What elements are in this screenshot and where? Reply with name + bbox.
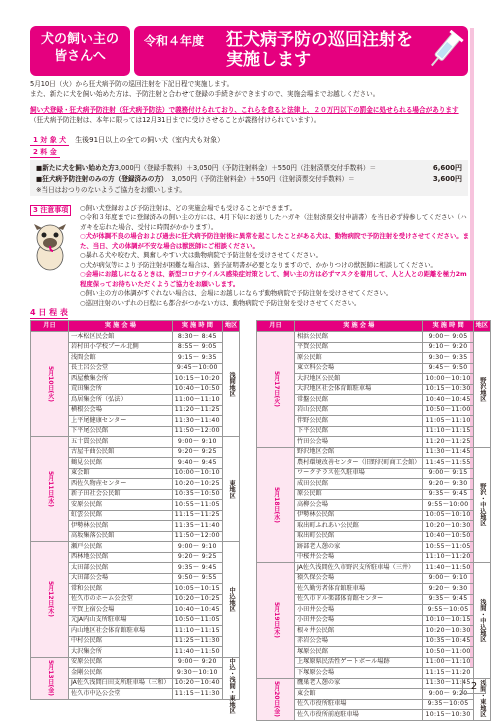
target-section [30, 136, 224, 146]
venue-cell: 瀬戸公民館 [68, 542, 172, 553]
venue-cell: 高坂集落公民館 [68, 531, 172, 542]
fee-vaccine-total: 3,600円 [432, 174, 462, 183]
time-cell: 9:55〜10:00 [423, 500, 473, 511]
venue-cell: 五十貫公民館 [68, 437, 172, 448]
fee-section [30, 148, 66, 158]
time-cell: 11:00〜11:10 [423, 657, 473, 668]
time-cell: 11:15〜11:30 [172, 689, 222, 700]
area-cell: 浅間・東地区 [473, 678, 490, 720]
venue-cell: 東会館 [294, 689, 423, 700]
note-item: ○犬が体調不良の場合および過去に狂犬病予防注射後に異常を起こしたことがある犬は、動物病院で予防注射を受けさせてください。また、当日、犬の体調が不安な場合は獣医師にご相談ください。 [80, 232, 470, 250]
venue-cell: 中桜井公会場 [294, 552, 423, 563]
venue-cell: 下平公民館 [294, 426, 423, 437]
time-cell: 9:00〜 9:20 [423, 689, 473, 700]
time-cell: 11:15〜11:20 [423, 668, 473, 679]
venue-cell: 元JA内山支所駐車場 [68, 615, 172, 626]
schedule-table-right [256, 320, 491, 721]
table-header-row [257, 321, 491, 332]
note-item: ○巡回注射のいずれの日程にも都合がつかない方は、動物病院で予防注射を受けさせてください。 [80, 298, 361, 307]
venue-cell: 跡部老人憩の家 [294, 542, 423, 553]
schedule-title: 4 日 程 表 [30, 308, 68, 319]
venue-cell: 金剛公民館 [68, 668, 172, 679]
time-cell: 10:00〜10:10 [423, 374, 473, 385]
venue-cell: 中村公民館 [68, 636, 172, 647]
header-area: 地区 [222, 321, 239, 332]
header-time: 実 施 時 間 [423, 321, 473, 332]
venue-cell: 大沢地区社会体育館駐車場 [294, 384, 423, 395]
fee-note: ※当日はおつりのないようご協力をお願いします。 [36, 185, 186, 194]
venue-cell: 赤岩公会場 [294, 636, 423, 647]
fee-label: 2 料 金 [30, 148, 60, 158]
time-cell: 11:50〜12:00 [172, 531, 222, 542]
venue-cell: 成田公民館 [294, 479, 423, 490]
venue-cell: ワークテラス佐久駐車場 [294, 468, 423, 479]
venue-cell: 小田井公会場 [294, 615, 423, 626]
area-cell: 中込地区 [222, 542, 239, 658]
time-cell: 10:50〜11:05 [172, 615, 222, 626]
fee-row-new [36, 163, 462, 174]
notes-list [80, 204, 470, 308]
table-row [257, 332, 491, 343]
venue-cell: JA佐久浅間臼田支所駐車場（三和） [68, 678, 172, 689]
venue-cell: 浅間会館 [68, 353, 172, 364]
header-date: 月日 [257, 321, 295, 332]
venue-cell: 佐久市役所前庭駐車場 [294, 710, 423, 721]
header-audience [30, 26, 130, 76]
venue-cell: 伴野公民館 [294, 416, 423, 427]
time-cell: 9:20〜 9:30 [423, 479, 473, 490]
legal-warning [30, 106, 468, 125]
time-cell: 11:30〜11:45 [423, 447, 473, 458]
fee-new-name: ■新たに犬を飼い始めた方 [36, 164, 115, 172]
warning-note: （狂犬病予防注射は、本年に限っては12月31日までに受けさせることが義務付けられています）。 [30, 115, 321, 124]
note-item: ○令和３年度までに登録済みの飼い主の方には、4月下旬にお送りしたハガキ（注射済票交付申請書）を当日必ず持参してください（ハガキを忘れた場合、受付に時間がかかります）。 [80, 213, 467, 231]
schedule-table-left [30, 320, 240, 714]
venue-cell: 原公民館 [294, 353, 423, 364]
header [30, 26, 468, 76]
venue-cell: 常和公民館 [68, 584, 172, 595]
time-cell: 8:55〜 9:05 [172, 342, 222, 353]
venue-cell: 佐久市ドル楽部体育館センター [294, 594, 423, 605]
fee-row-vaccine [36, 174, 462, 185]
time-cell: 9:20〜 9:30 [423, 584, 473, 595]
header-left-line1: 犬の飼い主の [40, 32, 119, 47]
target-label: 1 対 象 犬 [30, 136, 69, 146]
time-cell: 10:00〜10:10 [172, 468, 222, 479]
venue-cell: 常盤公民館 [294, 395, 423, 406]
time-cell: 10:40〜10:50 [172, 384, 222, 395]
schedule-date: 5月13日(金) [31, 657, 69, 699]
table-row [31, 542, 240, 553]
area-cell: 野沢・中込地区 [473, 447, 490, 563]
venue-cell: 平賀上宿公会場 [68, 605, 172, 616]
intro-line2: また、新たに犬を飼い始めた方は、予防注射と合わせて登録の手続きができますので、実施会場までお越しください。 [30, 89, 380, 98]
fee-new-total: 6,600円 [432, 164, 462, 172]
area-cell: 浅間地区 [222, 332, 239, 437]
time-cell: 11:30〜11:45 [423, 678, 473, 689]
fee-vaccine-detail: 3,050円（予防注射料金）＋550円（注射済票交付手数料）＝ [171, 174, 355, 183]
fee-new-detail: 3,000円（登録手数料）＋3,050円（予防注射料金）＋550円（注射済票交付手数料）＝ [114, 164, 377, 172]
time-cell: 11:10〜11:20 [423, 552, 473, 563]
venue-cell: 下平尾公民館 [68, 426, 172, 437]
venue-cell: 上平尾健康センター [68, 416, 172, 427]
venue-cell: 取出町公民館 [294, 531, 423, 542]
time-cell: 10:20〜10:30 [423, 521, 473, 532]
venue-cell: 長土呂公会堂 [68, 363, 172, 374]
time-cell: 9:50〜 9:55 [172, 573, 222, 584]
table-row [257, 447, 491, 458]
time-cell: 11:45〜11:55 [423, 458, 473, 469]
time-cell: 11:10〜11:15 [172, 626, 222, 637]
time-cell: 10:50〜11:00 [423, 405, 473, 416]
time-cell: 11:20〜11:25 [172, 405, 222, 416]
venue-cell: 高柳公会場 [294, 500, 423, 511]
header-area: 地区 [473, 321, 490, 332]
title-line2: 実施します [226, 50, 311, 71]
venue-cell: 岩村田小学校プール北側 [68, 342, 172, 353]
time-cell: 11:05〜11:10 [423, 416, 473, 427]
venue-cell: 伊勢林公民館 [68, 521, 172, 532]
venue-cell: 塚原公民館 [294, 647, 423, 658]
venue-cell: 上塚原県民活性ゲートボール場跡 [294, 657, 423, 668]
page-title [226, 30, 413, 71]
time-cell: 10:05〜10:10 [423, 510, 473, 521]
area-cell: 中込・浅間・東地区 [222, 657, 239, 699]
time-cell: 9:00〜 9:05 [423, 332, 473, 343]
time-cell: 9:30〜 9:35 [423, 353, 473, 364]
venue-cell: 佐久市のホーム公会堂 [68, 594, 172, 605]
time-cell: 11:20〜11:25 [423, 437, 473, 448]
time-cell: 11:25〜11:30 [172, 636, 222, 647]
header-year: 令和４年度 [144, 34, 205, 48]
time-cell: 10:15〜10:20 [172, 374, 222, 385]
time-cell: 9:00〜 9:10 [172, 542, 222, 553]
time-cell: 10:10〜10:15 [423, 615, 473, 626]
time-cell: 10:55〜11:05 [423, 542, 473, 553]
time-cell: 11:00〜11:10 [172, 395, 222, 406]
time-cell: 11:30〜11:40 [172, 416, 222, 427]
time-cell: 9:00〜 9:15 [423, 468, 473, 479]
time-cell: 11:10〜11:15 [423, 426, 473, 437]
time-cell: 9:40〜 9:45 [172, 458, 222, 469]
venue-cell: 相浜公民館 [294, 332, 423, 343]
time-cell: 9:55〜10:05 [423, 605, 473, 616]
venue-cell: 大沢集会所 [68, 647, 172, 658]
time-cell: 10:20〜10:25 [172, 479, 222, 490]
venue-cell: 東立科公会場 [294, 363, 423, 374]
time-cell: 11:15〜11:25 [172, 510, 222, 521]
venue-cell: 鶴見公民館 [68, 458, 172, 469]
schedule-date: 5月20日(金) [257, 678, 295, 720]
schedule-date: 5月11日(水) [31, 437, 69, 542]
venue-cell: 佐久勤労者体育館駐車場 [294, 584, 423, 595]
venue-cell: 安原公民館 [68, 500, 172, 511]
time-cell: 10:40〜10:45 [423, 395, 473, 406]
venue-cell: 根々井公民館 [294, 626, 423, 637]
time-cell: 10:55〜11:05 [172, 500, 222, 511]
venue-cell: 鳥居集会所（弘法） [68, 395, 172, 406]
note-item: ○暴れる犬や咬む犬、興奮しやすい犬は動物病院で予防注射を受けさせてください。 [80, 251, 323, 260]
time-cell: 9:10〜 9:20 [423, 342, 473, 353]
venue-cell: 佐久市中込公会堂 [68, 689, 172, 700]
time-cell: 10:40〜10:50 [423, 531, 473, 542]
area-cell: 野沢地区 [473, 332, 490, 448]
fee-box [30, 160, 468, 196]
note-item: ○飼い主の方の体調がすぐれない場合は、会場にお越しにならず動物病院で予防注射を受けさせてください。 [80, 289, 393, 298]
table-row [31, 437, 240, 448]
intro-line1: 5月10日（火）から狂犬病予防の巡回注射を下記日程で実施します。 [30, 80, 234, 88]
header-venue: 実 施 会 場 [68, 321, 172, 332]
time-cell: 9:15〜 9:35 [172, 353, 222, 364]
table-row [31, 332, 240, 343]
time-cell: 9:20〜 9:25 [172, 552, 222, 563]
time-cell: 9:45〜 9:50 [423, 363, 473, 374]
warning-text: 飼い犬登録・狂犬病予防注射（狂犬病予防法）で義務付けられており、これらを怠ると法律上、２０万円以下の罰金に処せられる場合があります [30, 106, 459, 114]
time-cell: 10:50〜11:00 [423, 647, 473, 658]
time-cell: 9:00〜 9:20 [172, 657, 222, 668]
schedule-date: 5月18日(水) [257, 447, 295, 563]
venue-cell: JA佐久浅間佐久市野沢支所駐車場（三井） [294, 563, 423, 574]
header-title-box [134, 26, 468, 76]
time-cell: 11:40〜11:50 [423, 563, 473, 574]
time-cell: 9:45〜10:00 [172, 363, 222, 374]
venue-cell: 猿久保公会場 [294, 573, 423, 584]
schedule-date: 5月17日(火) [257, 332, 295, 448]
title-line1: 狂犬病予防の巡回注射を [226, 30, 413, 50]
time-cell: 9:35〜10:05 [423, 699, 473, 710]
venue-cell: 横根公会場 [68, 405, 172, 416]
syringe-icon [424, 30, 464, 72]
table-row [257, 678, 491, 689]
table-header-row [31, 321, 240, 332]
venue-cell: 鷹巣老人憩の家 [294, 678, 423, 689]
time-cell: 9:20〜 9:25 [172, 447, 222, 458]
time-cell: 10:20〜10:30 [423, 626, 473, 637]
time-cell: 8:30〜 8:45 [172, 332, 222, 343]
time-cell: 9:00〜 9:10 [172, 437, 222, 448]
venue-cell: 平賀公民館 [294, 342, 423, 353]
header-venue: 実 施 会 場 [294, 321, 423, 332]
header-left-line2: 皆さんへ [54, 48, 106, 64]
page-number: 2 [462, 678, 486, 694]
schedule-date: 5月19日(木) [257, 563, 295, 679]
schedule-date: 5月10日(火) [31, 332, 69, 437]
venue-cell: 西林地公民館 [68, 552, 172, 563]
time-cell: 11:35〜11:40 [172, 521, 222, 532]
time-cell: 10:40〜10:45 [172, 605, 222, 616]
venue-cell: 西屋敷集会所 [68, 374, 172, 385]
venue-cell: 下塚原公会場 [294, 668, 423, 679]
venue-cell: 荒田集会所 [68, 384, 172, 395]
venue-cell: 安原公民館 [68, 657, 172, 668]
time-cell: 9:35〜 9:45 [423, 594, 473, 605]
schedule-date: 5月12日(木) [31, 542, 69, 658]
time-cell: 9:35〜 9:45 [172, 563, 222, 574]
time-cell: 10:20〜10:40 [172, 678, 222, 689]
time-cell: 9:00〜 9:10 [423, 573, 473, 584]
table-row [257, 563, 491, 574]
notes-title: 3 注意事項 [30, 205, 71, 216]
venue-cell: 虹雲公民館 [68, 510, 172, 521]
pug-dog-icon [30, 220, 70, 272]
venue-cell: 取出町ふれあい公民館 [294, 521, 423, 532]
target-text: 生後91日以上の全ての飼い犬（室内犬も対象） [75, 136, 225, 144]
area-cell: 東地区 [222, 437, 239, 542]
venue-cell: 内山地区社会体育館駐車場 [68, 626, 172, 637]
header-date: 月日 [31, 321, 69, 332]
venue-cell: 竹田公会場 [294, 437, 423, 448]
time-cell: 9:30〜10:10 [172, 668, 222, 679]
time-cell: 10:35〜10:45 [423, 636, 473, 647]
venue-cell: 原公民館 [294, 489, 423, 500]
venue-cell: 一本松区民会館 [68, 332, 172, 343]
venue-cell: 小田井公会場 [294, 605, 423, 616]
venue-cell: 太田部公民館 [68, 563, 172, 574]
time-cell: 10:05〜10:15 [172, 584, 222, 595]
time-cell: 11:40〜11:50 [172, 647, 222, 658]
fee-vaccine-name: ■狂犬病予防注射のみの方（登録済みの方） [36, 174, 168, 183]
venue-cell: 新子田社会公民館 [68, 489, 172, 500]
venue-cell: 野沢地区会館 [294, 447, 423, 458]
venue-cell: 岩山公民館 [294, 405, 423, 416]
time-cell: 10:15〜10:30 [423, 710, 473, 721]
time-cell: 10:20〜10:25 [172, 594, 222, 605]
time-cell: 9:35〜 9:45 [423, 489, 473, 500]
venue-cell: 大田部公会場 [68, 573, 172, 584]
intro-text [30, 80, 468, 99]
venue-cell: 大沢地区公民館 [294, 374, 423, 385]
venue-cell: 古屋千曲公民館 [68, 447, 172, 458]
time-cell: 11:50〜12:00 [172, 426, 222, 437]
venue-cell: 伊勢林公民館 [294, 510, 423, 521]
time-cell: 10:35〜10:50 [172, 489, 222, 500]
venue-cell: 東会館 [68, 468, 172, 479]
note-item: ○飼い犬登録および予防注射は、どの実施会場でも受けることができます。 [80, 204, 296, 212]
note-item: ○会場にお越しになるときは、新型コロナウイルス感染症対策として、飼い主の方は必ずマスクを着用して、人と人との距離を極力2m程度保ってお待ちいただくようご協力をお願いします。 [80, 270, 467, 288]
note-item: ○犬が病気等により予防注射が困難な場合は、猶予証明書が必要となりますので、かかりつけの獣医師に相談してください。 [80, 260, 437, 269]
time-cell: 10:15〜10:30 [423, 384, 473, 395]
table-row [31, 657, 240, 668]
venue-cell: 農村環境改善センター（旧野沢町商工会館） [294, 458, 423, 469]
venue-cell: 佐久市役所駐車場 [294, 699, 423, 710]
header-time: 実 施 時 間 [172, 321, 222, 332]
venue-cell: 西佐久物産センター [68, 479, 172, 490]
area-cell: 浅間・中込地区 [473, 563, 490, 679]
